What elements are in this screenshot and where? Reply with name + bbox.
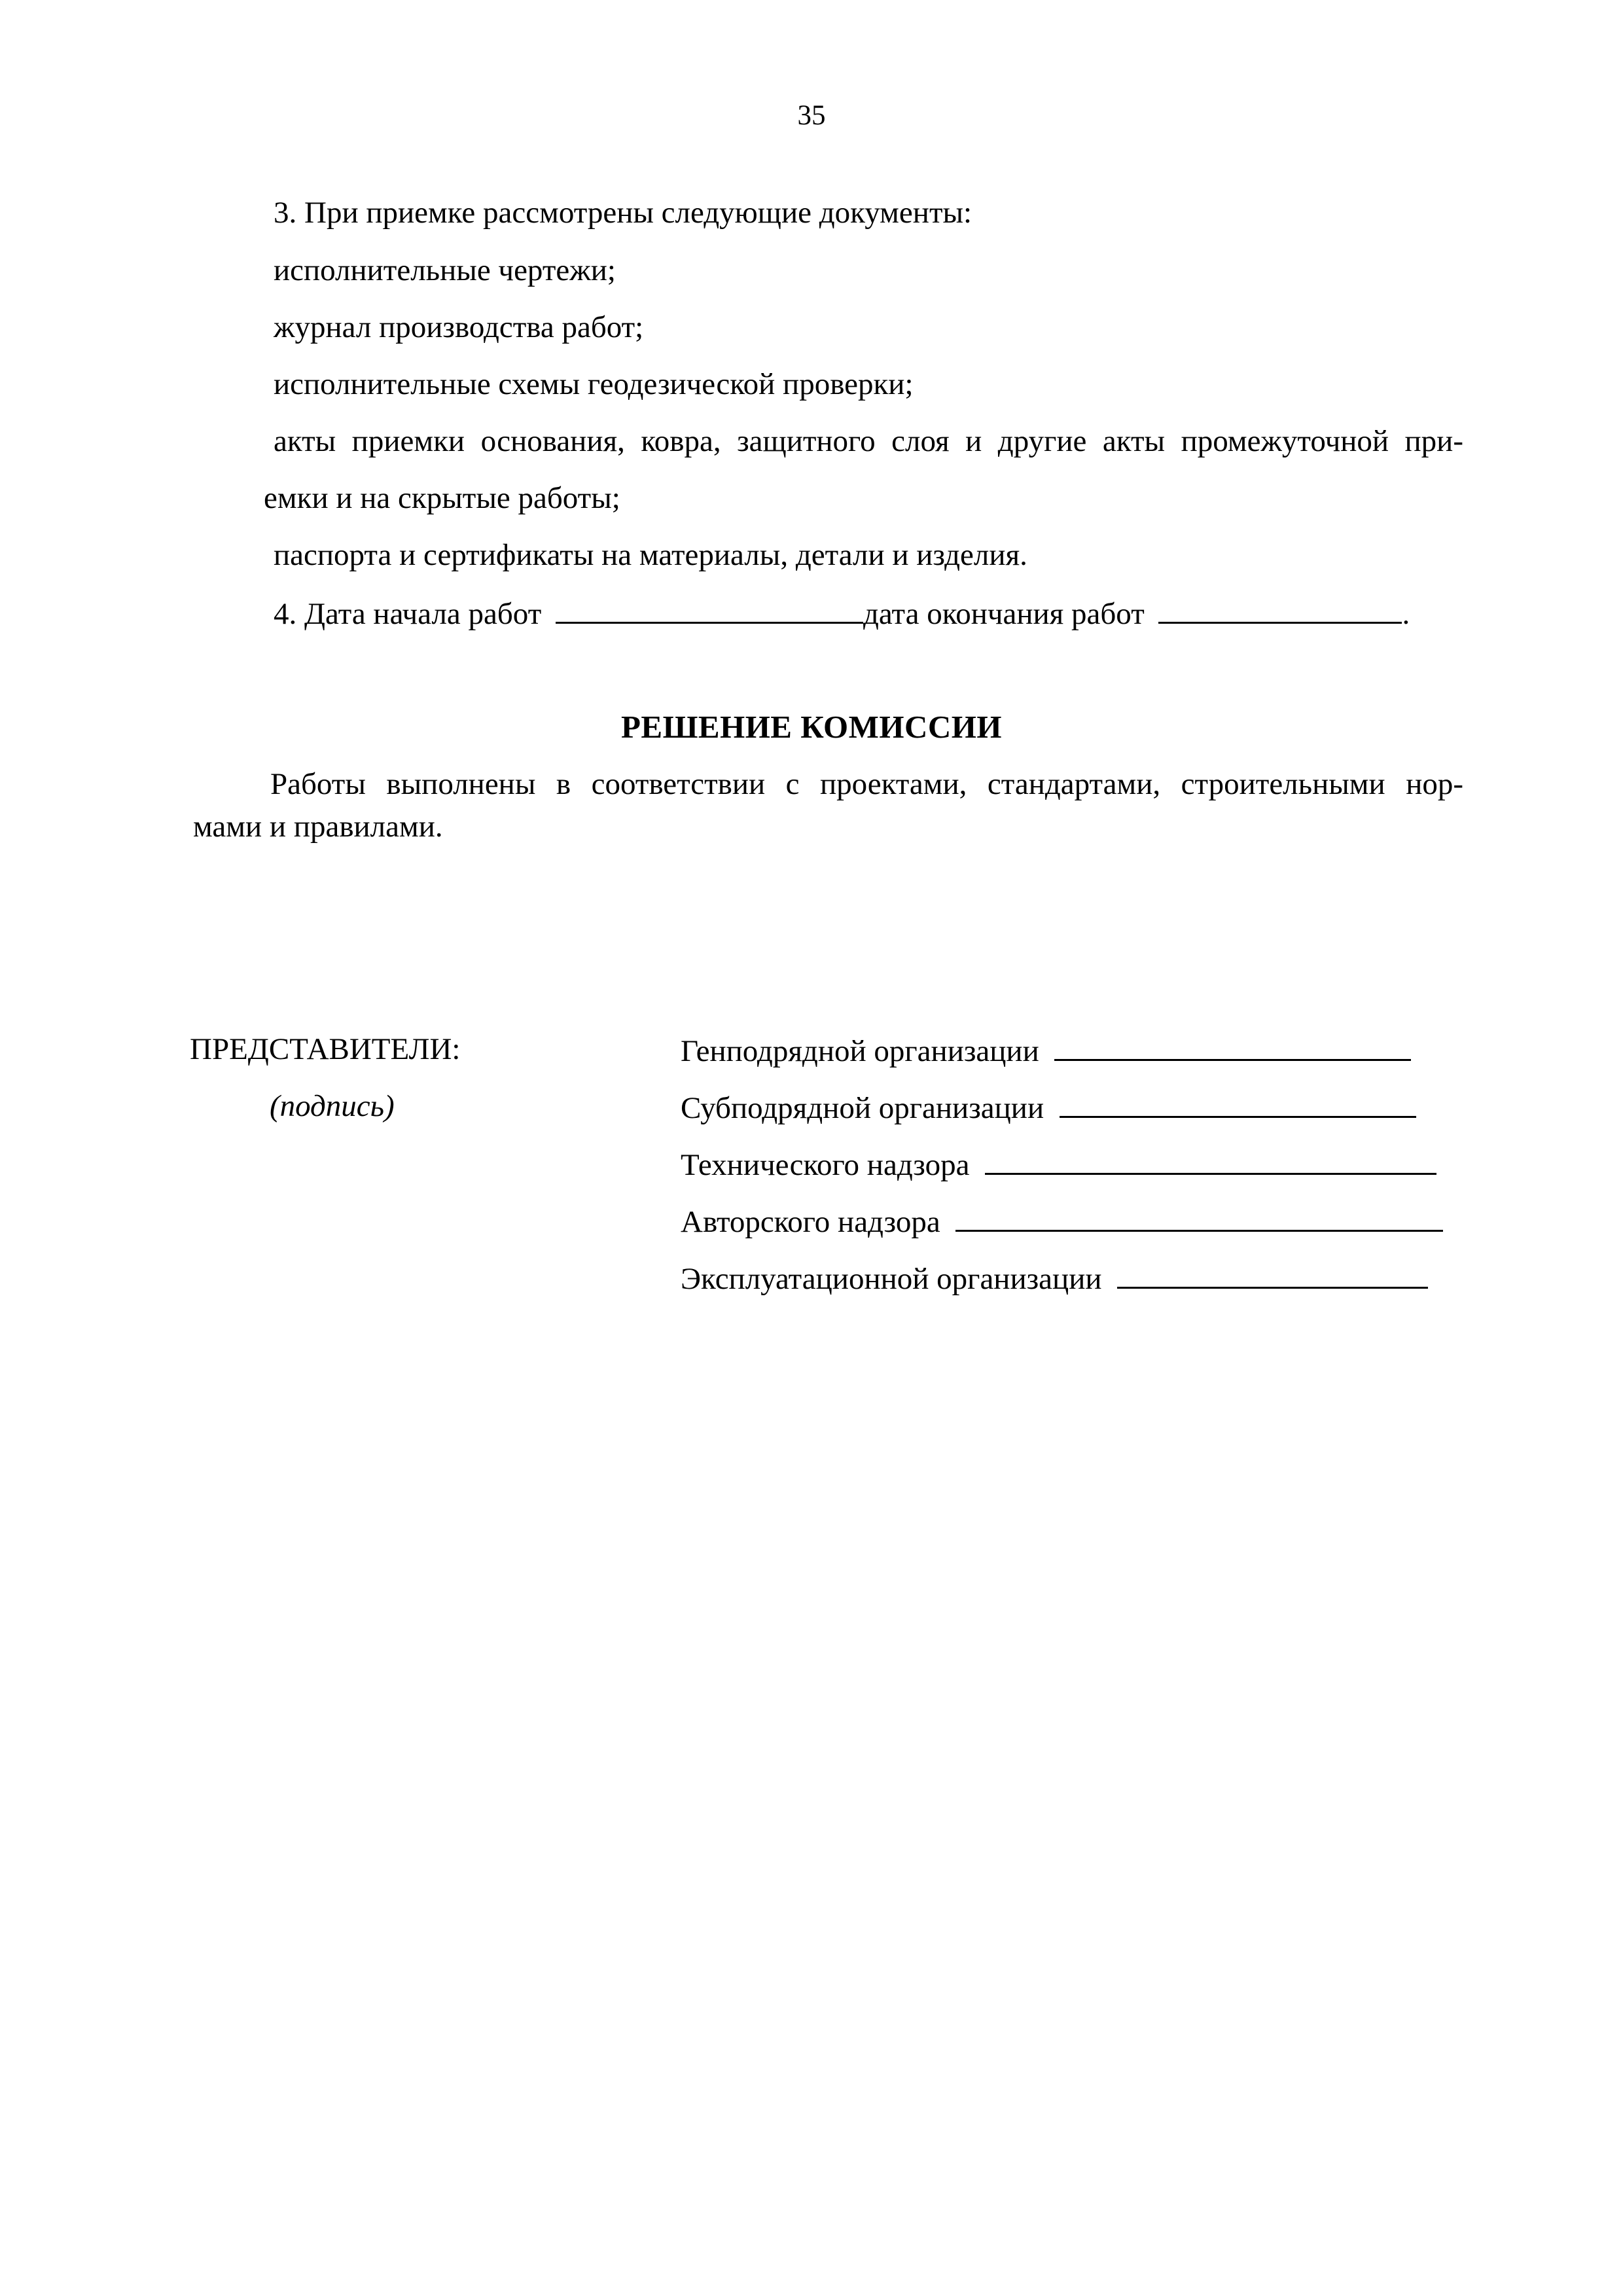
signature-field[interactable] xyxy=(955,1205,1443,1232)
dates-row xyxy=(274,597,1410,630)
signature-field[interactable] xyxy=(1054,1034,1411,1061)
signature-line-subcontractor xyxy=(681,1091,1416,1124)
page-number: 35 xyxy=(797,100,826,131)
start-date-label: 4. Дата начала работ xyxy=(274,597,542,631)
decision-text-line: мами и правилами. xyxy=(193,810,443,844)
end-date-punct: . xyxy=(1402,597,1410,631)
signature-field[interactable] xyxy=(985,1148,1436,1175)
decision-heading: РЕШЕНИЕ КОМИССИИ xyxy=(620,709,1003,745)
document-item: исполнительные схемы геодезической проверки; xyxy=(274,367,914,401)
org-label: Технического надзора xyxy=(681,1148,970,1182)
org-label: Эксплуатационной организации xyxy=(681,1262,1102,1296)
signature-field[interactable] xyxy=(1117,1262,1428,1289)
end-date-field[interactable] xyxy=(1158,597,1402,624)
org-label: Генподрядной организации xyxy=(681,1034,1039,1068)
start-date-field[interactable] xyxy=(556,597,863,624)
document-item: паспорта и сертификаты на материалы, детали и изделия. xyxy=(274,538,1027,572)
org-label: Субподрядной организации xyxy=(681,1091,1044,1125)
signature-note: (подпись) xyxy=(270,1089,395,1123)
signature-field[interactable] xyxy=(1060,1091,1416,1118)
document-item-continuation: емки и на скрытые работы; xyxy=(264,481,620,515)
document-item: акты приемки основания, ковра, защитного слоя и другие акты промежуточной при- xyxy=(274,424,1463,458)
signature-line-operating-organization xyxy=(681,1262,1428,1295)
signature-line-general-contractor xyxy=(681,1034,1411,1067)
decision-text-line: Работы выполнены в соответствии с проектами, стандартами, строительными нор- xyxy=(270,767,1463,801)
document-item: исполнительные чертежи; xyxy=(274,253,616,287)
org-label: Авторского надзора xyxy=(681,1205,940,1239)
signature-line-author-supervision xyxy=(681,1205,1443,1238)
end-date-label: дата окончания работ xyxy=(863,597,1145,631)
representatives-label: ПРЕДСТАВИТЕЛИ: xyxy=(190,1032,461,1066)
signature-line-technical-supervision xyxy=(681,1148,1436,1181)
document-item: журнал производства работ; xyxy=(274,310,644,344)
documents-intro: 3. При приемке рассмотрены следующие документы: xyxy=(274,196,972,230)
